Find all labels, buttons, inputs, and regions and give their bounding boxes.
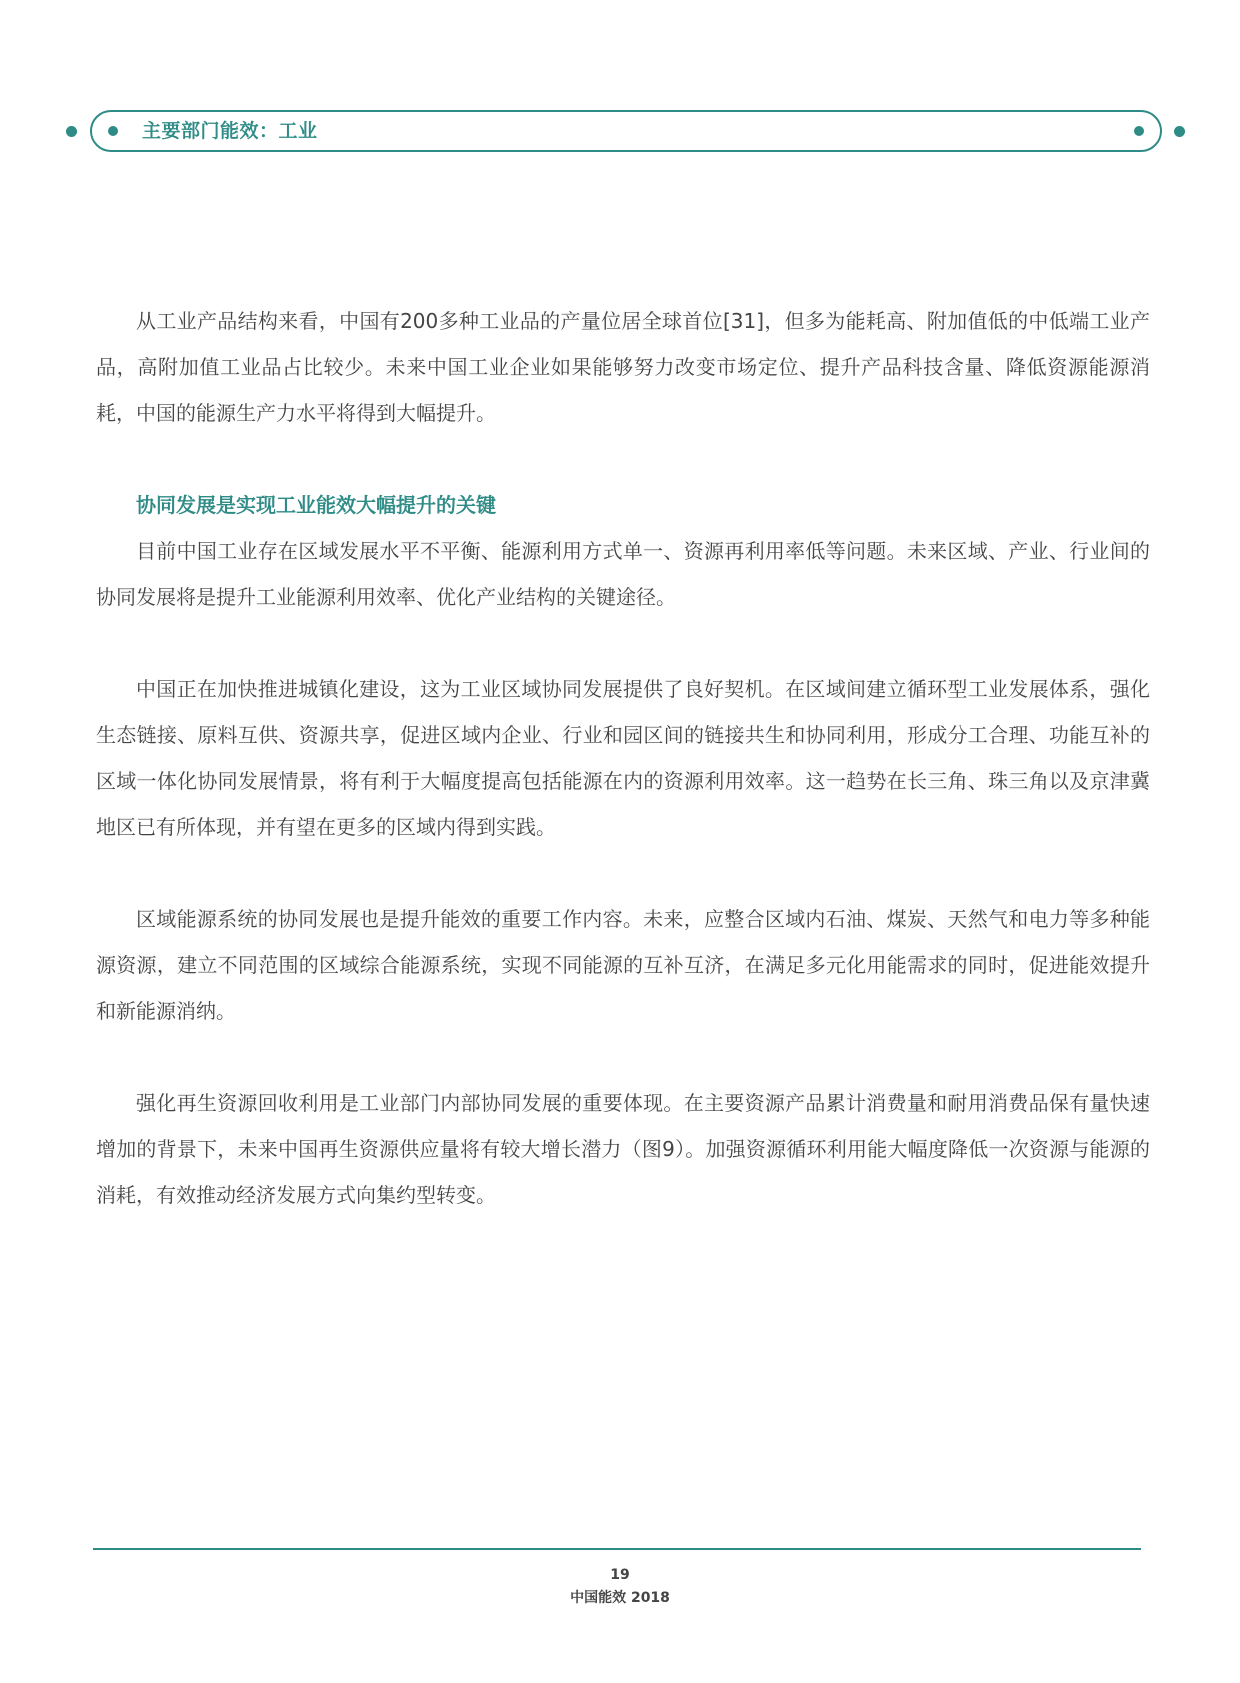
header-right-dot-icon: [1174, 126, 1185, 137]
section-title: 主要部门能效：工业: [142, 120, 318, 142]
paragraph-regional-energy: 区域能源系统的协同发展也是提升能效的重要工作内容。未来，应整合区域内石油、煤炭、天然气和电力等多种能源资源，建立不同范围的区域综合能源系统，实现不同能源的互补互济，在满足多元化用能需求的同时，促进能效提升和新能源消纳。: [96, 907, 1150, 1023]
paragraph-recycling: 强化再生资源回收利用是工业部门内部协同发展的重要体现。在主要资源产品累计消费量和耐用消费品保有量快速增加的背景下，未来中国再生资源供应量将有较大增长潜力（图9）。加强资源循环利用能大幅度降低一次资源与能源的消耗，有效推动经济发展方式向集约型转变。: [96, 1091, 1150, 1207]
section-heading: 协同发展是实现工业能效大幅提升的关键: [136, 493, 496, 517]
spacer: [96, 620, 1150, 666]
footer-divider: [93, 1548, 1141, 1550]
spacer: [96, 1034, 1150, 1080]
section-header-band: [90, 110, 1162, 152]
paragraph-urbanization: 中国正在加快推进城镇化建设，这为工业区域协同发展提供了良好契机。在区域间建立循环型工业发展体系，强化生态链接、原料互供、资源共享，促进区域内企业、行业和园区间的链接共生和协同利用，形成分工合理、功能互补的区域一体化协同发展情景，将有利于大幅度提高包括能源在内的资源利用效率。这一趋势在长三角、珠三角以及京津冀地区已有所体现，并有望在更多的区域内得到实践。: [96, 677, 1150, 839]
header-inner-right-dot-icon: [1134, 126, 1144, 136]
paragraph-product-structure: 从工业产品结构来看，中国有200多种工业品的产量位居全球首位[31]，但多为能耗高、附加值低的中低端工业产品，高附加值工业品占比较少。未来中国工业企业如果能够努力改变市场定位、提升产品科技含量、降低资源能源消耗，中国的能源生产力水平将得到大幅提升。: [96, 309, 1150, 425]
header-inner-left-dot-icon: [108, 126, 118, 136]
publication-title: 中国能效 2018: [570, 1590, 670, 1606]
spacer: [96, 850, 1150, 896]
header-left-dot-icon: [66, 126, 77, 137]
page-number: 19: [610, 1567, 630, 1583]
main-content: [96, 298, 1150, 1218]
paragraph-current-issues: 目前中国工业存在区域发展水平不平衡、能源利用方式单一、资源再利用率低等问题。未来区域、产业、行业间的协同发展将是提升工业能源利用效率、优化产业结构的关键途径。: [96, 539, 1150, 609]
spacer: [96, 436, 1150, 482]
